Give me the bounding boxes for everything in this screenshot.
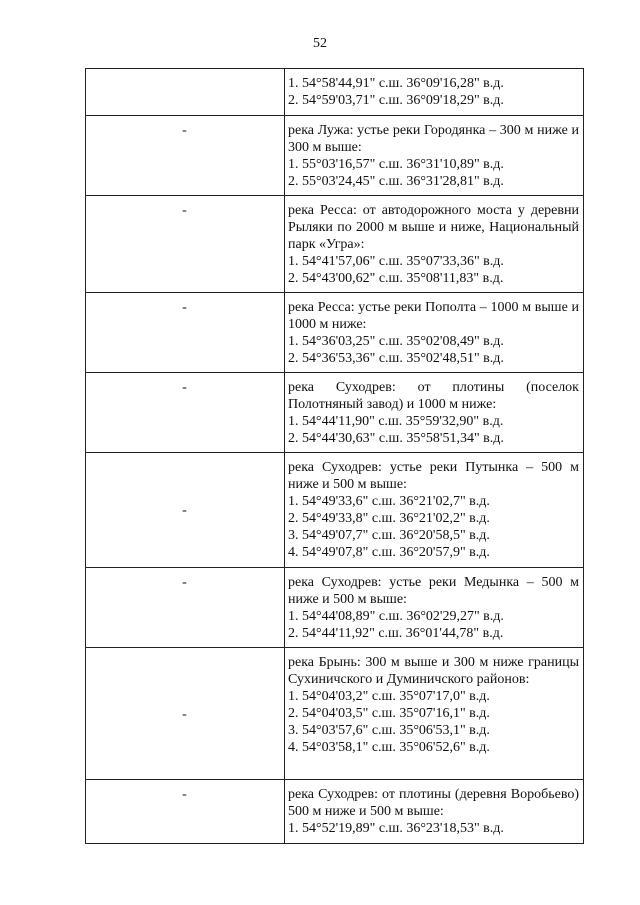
row-marker: - <box>86 453 285 568</box>
coordinate-line: 4. 54°49'07,8" с.ш. 36°20'57,9" в.д. <box>288 545 490 560</box>
coordinate-line: 1. 54°44'11,90" с.ш. 35°59'32,90" в.д. <box>288 414 504 429</box>
row-marker: - <box>86 293 285 373</box>
coordinate-line: 2. 55°03'24,45" с.ш. 36°31'28,81" в.д. <box>288 174 504 189</box>
coordinate-line: 3. 54°49'07,7" с.ш. 36°20'58,5" в.д. <box>288 528 490 543</box>
coordinate-line: 1. 54°49'33,6" с.ш. 36°21'02,7" в.д. <box>288 494 490 509</box>
row-marker: - <box>86 373 285 453</box>
coordinate-line: 1. 54°41'57,06" с.ш. 35°07'33,36" в.д. <box>288 254 504 269</box>
coordinate-line: 4. 54°03'58,1" с.ш. 35°06'52,6" в.д. <box>288 740 490 755</box>
row-description <box>285 69 584 116</box>
row-description <box>285 196 584 293</box>
row-marker: - <box>86 780 285 844</box>
row-marker <box>86 69 285 116</box>
row-description <box>285 373 584 453</box>
coordinate-line: 1. 55°03'16,57" с.ш. 36°31'10,89" в.д. <box>288 157 504 172</box>
coordinate-line: 1. 54°36'03,25" с.ш. 35°02'08,49" в.д. <box>288 334 504 349</box>
table-row <box>86 568 584 648</box>
table-row <box>86 293 584 373</box>
coordinate-line: 2. 54°44'30,63" с.ш. 35°58'51,34" в.д. <box>288 431 504 446</box>
coordinate-line: 2. 54°59'03,71" с.ш. 36°09'18,29" в.д. <box>288 93 504 108</box>
row-description <box>285 453 584 568</box>
coordinate-line: 2. 54°49'33,8" с.ш. 36°21'02,2" в.д. <box>288 511 490 526</box>
page-number: 52 <box>313 36 327 51</box>
table-row <box>86 453 584 568</box>
row-description <box>285 293 584 373</box>
row-marker: - <box>86 196 285 293</box>
location-text: река Ресса: от автодорожного моста у деревни Рыляки по 2000 м выше и ниже, Национальный парк «Угра»: <box>288 203 579 252</box>
table-row <box>86 196 584 293</box>
row-marker: - <box>86 116 285 196</box>
table-row <box>86 373 584 453</box>
coordinate-line: 1. 54°58'44,91" с.ш. 36°09'16,28" в.д. <box>288 76 504 91</box>
table-row <box>86 780 584 844</box>
coordinate-line: 1. 54°04'03,2" с.ш. 35°07'17,0" в.д. <box>288 689 490 704</box>
location-text: река Лужа: устье реки Городянка – 300 м ниже и 300 м выше: <box>288 123 579 155</box>
location-text: река Брынь: 300 м выше и 300 м ниже границы Сухиничского и Думиничского районов: <box>288 655 579 687</box>
table-row <box>86 116 584 196</box>
location-text: река Суходрев: устье реки Медынка – 500 м ниже и 500 м выше: <box>288 575 579 607</box>
location-text: река Суходрев: от плотины (поселок Полотняный завод) и 1000 м ниже: <box>288 380 579 412</box>
location-text: река Суходрев: устье реки Путынка – 500 м ниже и 500 м выше: <box>288 460 579 492</box>
location-text: река Ресса: устье реки Пополта – 1000 м выше и 1000 м ниже: <box>288 300 579 332</box>
table-row <box>86 648 584 780</box>
coordinate-line: 2. 54°43'00,62" с.ш. 35°08'11,83" в.д. <box>288 271 504 286</box>
row-description <box>285 568 584 648</box>
coordinate-line: 3. 54°03'57,6" с.ш. 35°06'53,1" в.д. <box>288 723 490 738</box>
coordinate-line: 2. 54°04'03,5" с.ш. 35°07'16,1" в.д. <box>288 706 490 721</box>
coordinate-line: 2. 54°36'53,36" с.ш. 35°02'48,51" в.д. <box>288 351 504 366</box>
coordinate-line: 2. 54°44'11,92" с.ш. 36°01'44,78" в.д. <box>288 626 504 641</box>
row-marker: - <box>86 648 285 780</box>
coordinates-table <box>85 68 584 844</box>
row-description <box>285 648 584 780</box>
table-row <box>86 69 584 116</box>
row-description <box>285 780 584 844</box>
coordinate-line: 1. 54°44'08,89" с.ш. 36°02'29,27" в.д. <box>288 609 504 624</box>
row-marker: - <box>86 568 285 648</box>
row-description <box>285 116 584 196</box>
location-text: река Суходрев: от плотины (деревня Воробьево) 500 м ниже и 500 м выше: <box>288 787 579 819</box>
coordinate-line: 1. 54°52'19,89" с.ш. 36°23'18,53" в.д. <box>288 821 504 836</box>
